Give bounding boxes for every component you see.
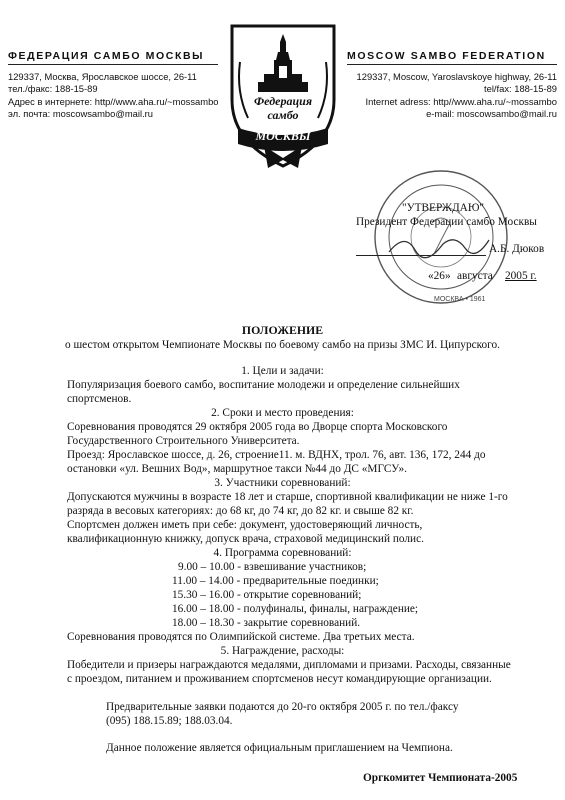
applications-line: (095) 188.15.89; 188.03.04. xyxy=(106,715,233,727)
stamp-text: МОСКВА • 1961 xyxy=(434,296,486,303)
section-3-line: квалификационную книжку, допуск врача, страховой медицинский полис. xyxy=(67,533,424,545)
section-2-line: остановки «ул. Вешних Вод», маршрутное такси №44 до ДС «МГСУ». xyxy=(67,463,407,475)
schedule-item: 18.00 – 18.30 - закрытие соревнований. xyxy=(172,617,361,629)
federation-logo xyxy=(224,22,342,170)
logo-ribbon-text: МОСКВЫ xyxy=(255,129,311,143)
applications-line: Предварительные заявки подаются до 20-го октября 2005 г. по тел./факсу xyxy=(106,701,459,713)
schedule-item: 9.00 – 10.00 - взвешивание участников; xyxy=(178,561,367,573)
section-3-line: Допускаются мужчины в возрасте 18 лет и старше, спортивной квалификации не ниже 1-го xyxy=(67,491,508,503)
address-en: 129337, Moscow, Yaroslavskoye highway, 26-11 xyxy=(356,71,557,82)
handwritten-signature xyxy=(385,228,495,260)
email-en: e-mail: moscowsambo@mail.ru xyxy=(426,108,557,119)
section-4-heading: 4. Программа соревнований: xyxy=(213,547,352,559)
document-title: ПОЛОЖЕНИЕ xyxy=(241,323,324,337)
section-5-line: с проездом, питанием и проживанием спортсменов несут командирующие организации. xyxy=(67,673,492,685)
signature-block: Оргкомитет Чемпионата-2005 xyxy=(363,772,518,784)
approval-date-day: «26» xyxy=(428,270,451,282)
org-name-ru: ФЕДЕРАЦИЯ САМБО МОСКВЫ xyxy=(8,50,205,62)
email-ru: эл. почта: moscowsambo@mail.ru xyxy=(8,108,154,119)
section-2-line: Проезд: Ярославское шоссе, д. 26, строение11. м. ВДНХ, трол. 76, авт. 136, 172, 244 до xyxy=(67,449,486,461)
website-en: Internet adress: http//www.aha.ru/~mossambo xyxy=(365,96,557,107)
header-rule-left xyxy=(8,64,218,65)
section-2-heading: 2. Сроки и место проведения: xyxy=(211,407,354,419)
approval-date-year: 2005 г. xyxy=(505,270,537,282)
schedule-item: 15.30 – 16.00 - открытие соревнований; xyxy=(172,589,362,601)
website-ru: Адрес в интернете: http//www.aha.ru/~mossambo xyxy=(8,96,219,107)
approval-name: А.Б. Дюков xyxy=(489,243,545,255)
section-3-line: разряда в весовых категориях: до 68 кг, до 74 кг, до 82 кг. и свыше 82 кг. xyxy=(67,505,414,517)
section-1-heading: 1. Цели и задачи: xyxy=(241,365,324,377)
org-name-en: MOSCOW SAMBO FEDERATION xyxy=(347,50,546,62)
schedule-item: 11.00 – 14.00 - предварительные поединки; xyxy=(172,575,379,587)
logo-text-line2: самбо xyxy=(267,108,299,122)
section-3-heading: 3. Участники соревнований: xyxy=(214,477,351,489)
approval-position: Президент Федерации самбо Москвы xyxy=(356,216,537,228)
address-ru: 129337, Москва, Ярославское шоссе, 26-11 xyxy=(8,71,197,82)
invitation-text: Данное положение является официальным приглашением на Чемпиона. xyxy=(106,742,453,754)
approval-label: "УТВЕРЖДАЮ" xyxy=(402,202,485,214)
section-3-line: Спортсмен должен иметь при себе: документ, удостоверяющий личность, xyxy=(67,519,423,531)
section-1-line: Популяризация боевого самбо, воспитание молодежи и определение сильнейших xyxy=(67,379,460,391)
section-2-line: Государственного Строительного Университета. xyxy=(67,435,300,447)
header-rule-right xyxy=(347,64,557,65)
phone-ru: тел./факс: 188-15-89 xyxy=(8,83,98,94)
section-1-line: спортсменов. xyxy=(67,393,132,405)
logo-text-line1: Федерация xyxy=(253,94,313,108)
schedule-note: Соревнования проводятся по Олимпийской системе. Два третьих места. xyxy=(67,631,415,643)
document-subtitle: о шестом открытом Чемпионате Москвы по боевому самбо на призы ЗМС И. Ципурского. xyxy=(65,339,500,351)
schedule-item: 16.00 – 18.00 - полуфиналы, финалы, награждение; xyxy=(172,603,419,615)
approval-date-month: августа xyxy=(457,270,493,282)
section-5-heading: 5. Награждение, расходы: xyxy=(220,645,345,657)
section-2-line: Соревнования проводятся 29 октября 2005 года во Дворце спорта Московского xyxy=(67,421,448,433)
section-5-line: Победители и призеры награждаются медалями, дипломами и призами. Расходы, связанные xyxy=(67,659,511,671)
phone-en: tel/fax: 188-15-89 xyxy=(484,83,557,94)
